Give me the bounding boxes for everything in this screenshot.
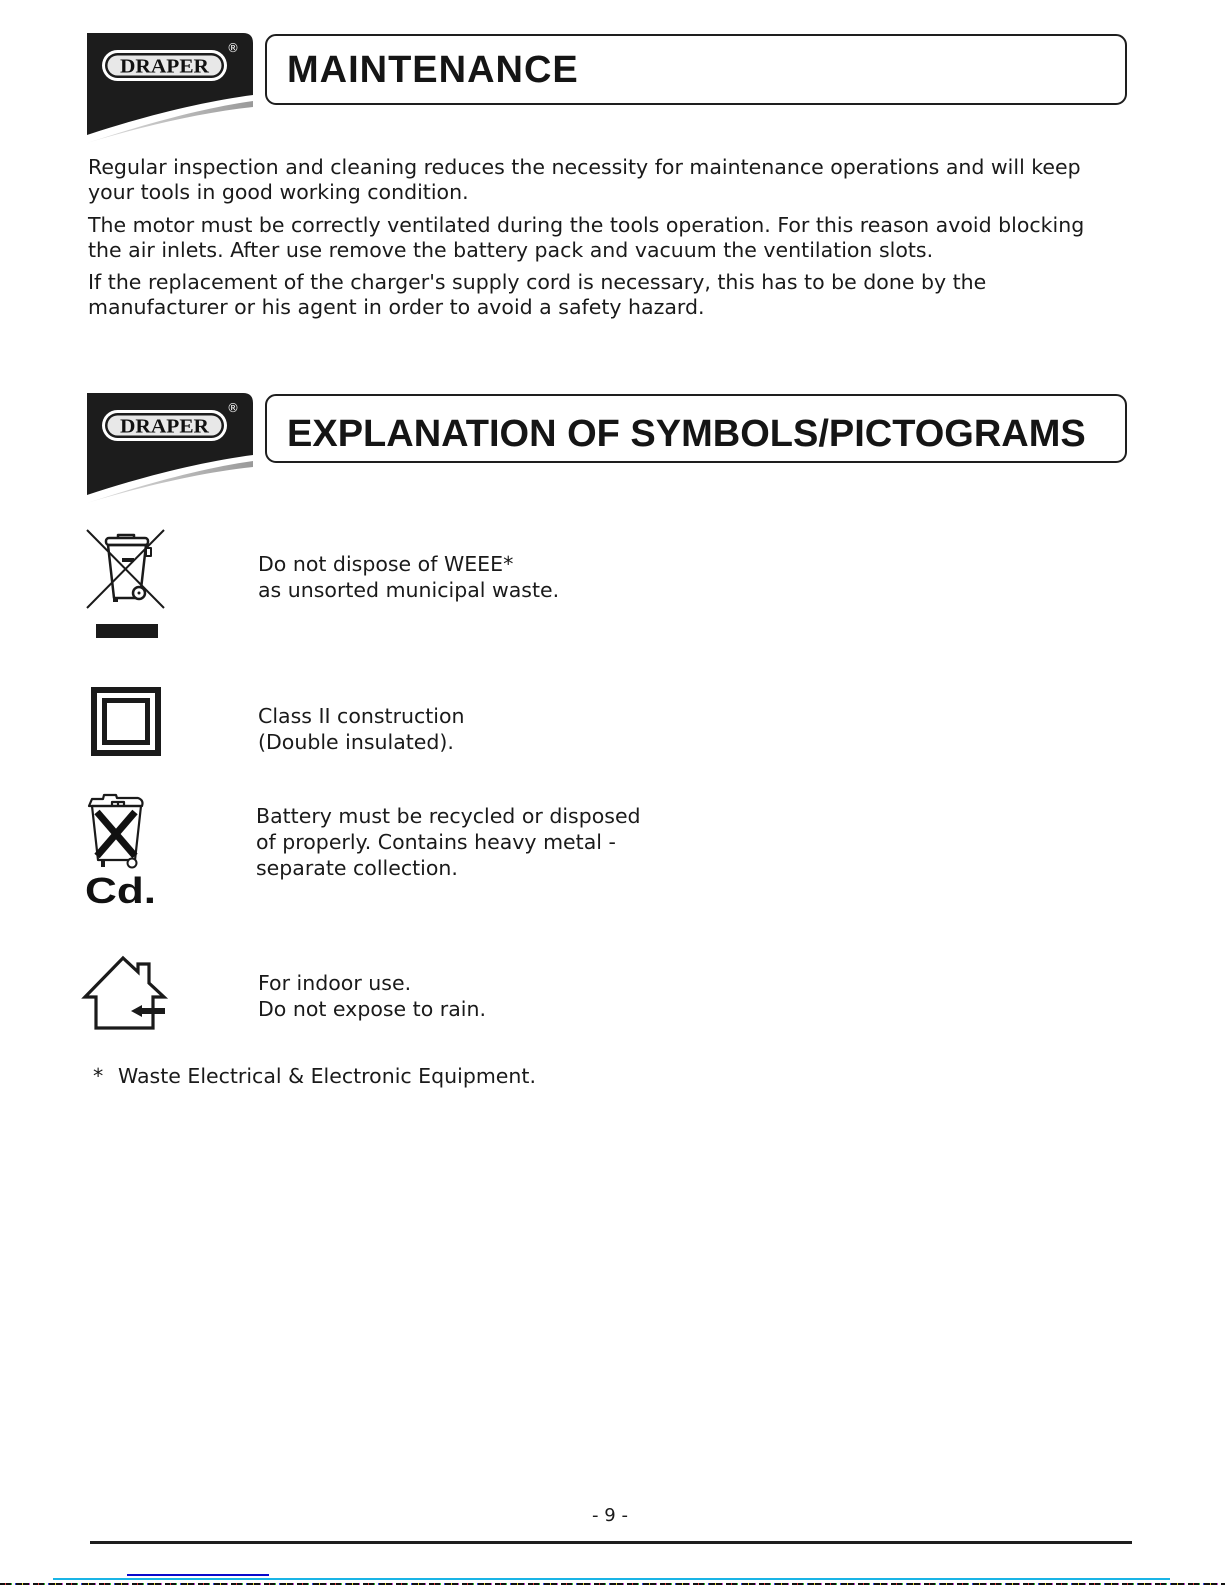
section-title-maintenance: MAINTENANCE [287,49,579,91]
symbol-description-line: For indoor use. [258,971,412,995]
maintenance-paragraph [88,270,986,320]
symbol-description-battery [256,803,641,881]
symbol-description-line: Class II construction [258,704,465,728]
brand-name: DRAPER [120,55,210,78]
indoor-use-house-icon [83,955,167,1031]
footnote-text: Waste Electrical & Electronic Equipment. [118,1064,536,1088]
draper-brand-badge [87,393,255,505]
draper-brand-badge [87,33,255,145]
scan-artifact-line [53,1578,1170,1580]
paragraph-line: your tools in good working condition. [88,180,469,204]
scan-artifact-line [127,1574,269,1576]
symbol-description-line: (Double insulated). [258,730,454,754]
footer-divider [90,1541,1132,1544]
symbol-description-line: as unsorted municipal waste. [258,578,560,602]
symbol-description-line: Do not dispose of WEEE* [258,552,514,576]
symbol-description-line: Battery must be recycled or disposed [256,804,641,828]
registered-mark-icon: ® [227,401,239,415]
section-title-symbols: EXPLANATION OF SYMBOLS/PICTOGRAMS [287,413,1086,455]
symbol-description-indoor [258,970,486,1022]
maintenance-paragraph [88,155,1081,205]
maintenance-paragraph [88,213,1084,263]
paragraph-line: manufacturer or his agent in order to avoid a safety hazard. [88,295,705,319]
symbol-description-weee [258,551,559,603]
draper-logo [102,50,227,81]
page-number: - 9 - [592,1505,628,1526]
class-ii-inner-square [102,698,150,745]
cadmium-label: Cd. [85,870,156,911]
symbol-description-line: of properly. Contains heavy metal - [256,830,616,854]
paragraph-line: The motor must be correctly ventilated during the tools operation. For this reason avoid blocking [88,213,1085,237]
draper-logo [102,410,227,441]
symbol-description-line: Do not expose to rain. [258,997,486,1021]
registered-mark-icon: ® [227,41,239,55]
symbol-description-class-ii [258,703,465,755]
paragraph-line: Regular inspection and cleaning reduces the necessity for maintenance operations and will keep [88,155,1081,179]
footnote-marker: * [93,1064,104,1088]
paragraph-line: the air inlets. After use remove the battery pack and vacuum the ventilation slots. [88,238,934,262]
symbol-description-line: separate collection. [256,856,458,880]
paragraph-line: If the replacement of the charger's supply cord is necessary, this has to be done by the [88,270,987,294]
brand-name: DRAPER [120,415,210,438]
battery-recycling-cd-icon [84,792,160,911]
weee-crossed-bin-icon [84,526,168,642]
